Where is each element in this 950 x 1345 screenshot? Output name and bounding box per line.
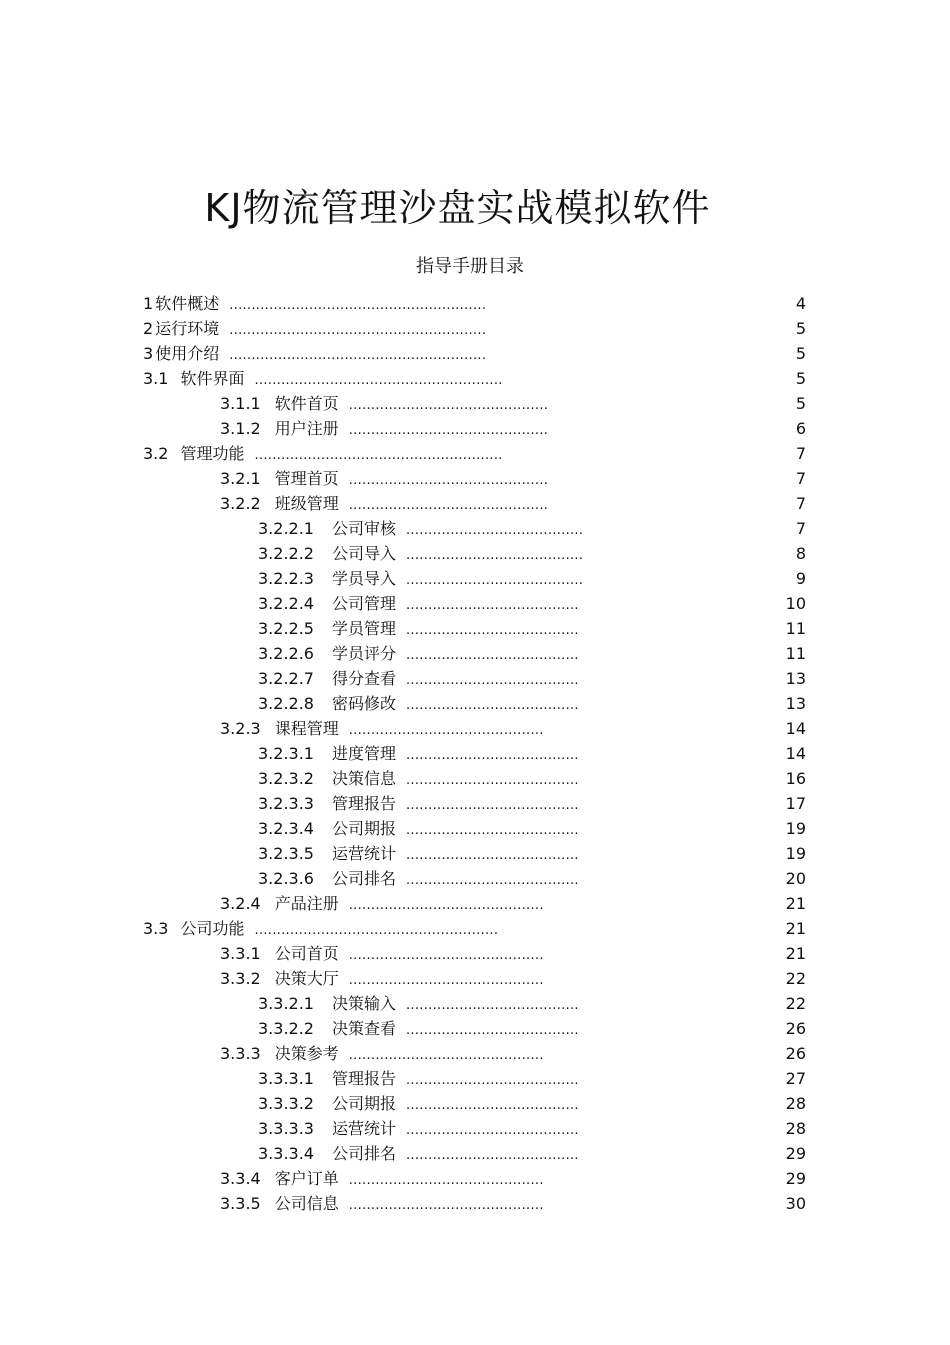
toc-entry-number: 3.2.1 — [220, 469, 261, 488]
toc-entry-leader: ....................................... — [406, 1148, 579, 1163]
toc-entry-leader: ....................................... — [406, 673, 579, 688]
toc-entry-leader: .......................................................... — [229, 323, 487, 338]
toc-entry-leader: ............................................ — [348, 898, 544, 913]
toc-entry-heading — [143, 441, 503, 468]
toc-entry-page-number: 28 — [785, 1094, 806, 1113]
toc-entry-label: 软件概述 — [155, 294, 220, 313]
toc-entry-heading — [258, 741, 579, 768]
toc-entry-number: 3.2.3.1 — [258, 744, 314, 763]
toc-entry-number: 3.2.2.1 — [258, 519, 314, 538]
toc-entry-number: 3.2.4 — [220, 894, 261, 913]
toc-entry-page-number: 14 — [785, 744, 806, 763]
toc-entry-label: 运营统计 — [331, 1119, 396, 1138]
toc-entry-heading — [143, 341, 486, 368]
toc-entry-page-number: 17 — [785, 794, 806, 813]
toc-entry-leader: ....................................... — [406, 1023, 579, 1038]
toc-entry-number: 1 — [143, 294, 154, 313]
toc-entry[interactable] — [0, 1191, 950, 1216]
toc-entry[interactable] — [0, 1016, 950, 1041]
toc-entry[interactable] — [0, 841, 950, 866]
toc-entry-heading — [258, 1116, 579, 1143]
toc-entry-leader: ....................................... — [406, 798, 579, 813]
toc-entry-label: 公司导入 — [331, 544, 396, 563]
toc-entry[interactable] — [0, 341, 950, 366]
toc-entry-leader: ............................................ — [348, 723, 544, 738]
toc-entry[interactable] — [0, 616, 950, 641]
toc-entry-number: 3.2.3.2 — [258, 769, 314, 788]
toc-entry-label: 软件首页 — [274, 394, 339, 413]
toc-entry-label: 管理报告 — [331, 1069, 396, 1088]
toc-entry-heading — [220, 941, 544, 968]
toc-entry-page-number: 11 — [785, 619, 806, 638]
toc-entry-leader: ....................................................... — [254, 923, 499, 938]
toc-entry-page-number: 30 — [785, 1194, 806, 1213]
toc-entry-number: 3.3.3.3 — [258, 1119, 314, 1138]
document-title: KJ物流管理沙盘实战模拟软件 — [204, 186, 711, 230]
toc-entry-leader: ....................................... — [406, 873, 579, 888]
toc-entry-heading — [220, 416, 548, 443]
toc-entry-heading — [258, 541, 583, 568]
toc-entry-label: 公司期报 — [331, 1094, 396, 1113]
toc-entry[interactable] — [0, 766, 950, 791]
toc-entry[interactable] — [0, 466, 950, 491]
toc-entry-page-number: 13 — [785, 669, 806, 688]
toc-entry-leader: ....................................... — [406, 598, 579, 613]
toc-entry-page-number: 5 — [795, 319, 806, 338]
toc-entry-heading — [220, 1166, 544, 1193]
toc-entry[interactable] — [0, 791, 950, 816]
toc-entry-label: 课程管理 — [274, 719, 339, 738]
toc-entry-label: 管理报告 — [331, 794, 396, 813]
toc-entry-heading — [220, 891, 544, 918]
toc-entry-label: 决策输入 — [331, 994, 396, 1013]
toc-entry-heading — [258, 766, 579, 793]
toc-entry-heading — [258, 691, 579, 718]
toc-entry[interactable] — [0, 666, 950, 691]
toc-entry-label: 公司信息 — [274, 1194, 339, 1213]
toc-entry-heading — [143, 291, 486, 318]
toc-entry[interactable] — [0, 866, 950, 891]
toc-entry-leader: ....................................... — [406, 698, 579, 713]
toc-entry-page-number: 28 — [785, 1119, 806, 1138]
toc-entry-page-number: 26 — [785, 1044, 806, 1063]
toc-entry-number: 3.2.3 — [220, 719, 261, 738]
toc-entry-leader: ............................................ — [348, 973, 544, 988]
toc-entry-label: 公司首页 — [274, 944, 339, 963]
toc-entry-number: 3.3.3.2 — [258, 1094, 314, 1113]
toc-entry[interactable] — [0, 1166, 950, 1191]
toc-entry-page-number: 13 — [785, 694, 806, 713]
toc-entry-number: 3.2.2.2 — [258, 544, 314, 563]
toc-entry[interactable] — [0, 366, 950, 391]
toc-entry-leader: ............................................. — [348, 473, 549, 488]
toc-entry-leader: ....................................... — [406, 648, 579, 663]
toc-entry-leader: ............................................ — [348, 948, 544, 963]
toc-entry-leader: ....................................... — [406, 823, 579, 838]
toc-entry-number: 2 — [143, 319, 154, 338]
toc-entry-page-number: 4 — [795, 294, 806, 313]
toc-entry-leader: ....................................... — [406, 1073, 579, 1088]
toc-entry-page-number: 5 — [795, 394, 806, 413]
toc-entry-number: 3.2.2.3 — [258, 569, 314, 588]
toc-entry-page-number: 11 — [785, 644, 806, 663]
toc-entry[interactable] — [0, 716, 950, 741]
toc-entry-heading — [258, 991, 579, 1018]
toc-entry[interactable] — [0, 691, 950, 716]
toc-entry[interactable] — [0, 816, 950, 841]
toc-entry-page-number: 10 — [785, 594, 806, 613]
toc-entry-page-number: 19 — [785, 844, 806, 863]
toc-entry-page-number: 14 — [785, 719, 806, 738]
toc-entry[interactable] — [0, 1091, 950, 1116]
toc-entry[interactable] — [0, 941, 950, 966]
toc-entry-page-number: 16 — [785, 769, 806, 788]
toc-entry-page-number: 29 — [785, 1169, 806, 1188]
toc-entry[interactable] — [0, 1041, 950, 1066]
toc-entry-number: 3.3.2.2 — [258, 1019, 314, 1038]
toc-entry[interactable] — [0, 741, 950, 766]
toc-entry-page-number: 7 — [795, 519, 806, 538]
toc-entry[interactable] — [0, 441, 950, 466]
toc-entry-number: 3.3.1 — [220, 944, 261, 963]
toc-entry-label: 学员管理 — [331, 619, 396, 638]
toc-entry[interactable] — [0, 591, 950, 616]
toc-entry-heading — [258, 566, 583, 593]
toc-entry-label: 使用介绍 — [155, 344, 220, 363]
toc-entry-heading — [258, 791, 579, 818]
toc-entry-label: 产品注册 — [274, 894, 339, 913]
toc-entry-number: 3.2.3.4 — [258, 819, 314, 838]
toc-entry-leader: ....................................... — [406, 1123, 579, 1138]
table-of-contents — [0, 291, 950, 1216]
toc-entry-page-number: 7 — [795, 444, 806, 463]
toc-entry[interactable] — [0, 1066, 950, 1091]
toc-entry-label: 决策参考 — [274, 1044, 339, 1063]
toc-entry-leader: ........................................................ — [254, 373, 503, 388]
toc-entry-leader: ....................................... — [406, 848, 579, 863]
toc-entry-page-number: 20 — [785, 869, 806, 888]
toc-entry[interactable] — [0, 516, 950, 541]
toc-entry-label: 客户订单 — [274, 1169, 339, 1188]
toc-entry-label: 班级管理 — [274, 494, 339, 513]
toc-entry-page-number: 19 — [785, 819, 806, 838]
toc-entry-label: 软件界面 — [180, 369, 245, 388]
toc-entry-number: 3.2 — [143, 444, 169, 463]
toc-entry-number: 3.2.2.5 — [258, 619, 314, 638]
toc-entry-number: 3.3.5 — [220, 1194, 261, 1213]
toc-entry-leader: ....................................... — [406, 998, 579, 1013]
toc-entry-label: 运行环境 — [155, 319, 220, 338]
toc-entry-heading — [258, 616, 579, 643]
toc-entry-page-number: 5 — [795, 344, 806, 363]
toc-entry-label: 运营统计 — [331, 844, 396, 863]
toc-entry-label: 公司功能 — [180, 919, 245, 938]
toc-entry-page-number: 21 — [785, 944, 806, 963]
toc-entry-leader: .......................................................... — [229, 298, 487, 313]
toc-heading: 指导手册目录 — [416, 256, 524, 277]
toc-entry-heading — [220, 716, 544, 743]
toc-entry-heading — [258, 1091, 579, 1118]
toc-entry-label: 密码修改 — [331, 694, 396, 713]
toc-entry[interactable] — [0, 966, 950, 991]
toc-entry-heading — [258, 666, 579, 693]
toc-entry-number: 3.3.4 — [220, 1169, 261, 1188]
toc-entry-number: 3.3 — [143, 919, 169, 938]
toc-entry-label: 得分查看 — [331, 669, 396, 688]
toc-entry-number: 3.3.3.1 — [258, 1069, 314, 1088]
toc-entry-label: 学员导入 — [331, 569, 396, 588]
toc-entry-label: 学员评分 — [331, 644, 396, 663]
toc-entry-label: 公司期报 — [331, 819, 396, 838]
toc-entry[interactable] — [0, 541, 950, 566]
toc-entry-heading — [220, 391, 548, 418]
toc-entry-label: 公司排名 — [331, 869, 396, 888]
toc-entry-label: 用户注册 — [274, 419, 339, 438]
toc-entry-heading — [258, 816, 579, 843]
toc-entry-heading — [258, 1141, 579, 1168]
toc-entry-label: 公司排名 — [331, 1144, 396, 1163]
toc-entry-leader: ............................................ — [348, 1173, 544, 1188]
toc-entry-number: 3.2.2 — [220, 494, 261, 513]
toc-entry-leader: .......................................................... — [229, 348, 487, 363]
toc-entry[interactable] — [0, 566, 950, 591]
toc-entry[interactable] — [0, 1141, 950, 1166]
toc-entry-page-number: 7 — [795, 494, 806, 513]
toc-entry-leader: ............................................. — [348, 398, 549, 413]
toc-entry-leader: ....................................... — [406, 773, 579, 788]
toc-entry-page-number: 29 — [785, 1144, 806, 1163]
toc-entry-page-number: 27 — [785, 1069, 806, 1088]
toc-entry-label: 管理功能 — [180, 444, 245, 463]
toc-entry-number: 3 — [143, 344, 154, 363]
toc-entry-page-number: 8 — [795, 544, 806, 563]
toc-entry-heading — [258, 866, 579, 893]
toc-entry-number: 3.3.2.1 — [258, 994, 314, 1013]
toc-entry-leader: ............................................. — [348, 498, 549, 513]
toc-entry-heading — [220, 1041, 544, 1068]
toc-entry[interactable] — [0, 891, 950, 916]
toc-entry-label: 管理首页 — [274, 469, 339, 488]
toc-entry[interactable] — [0, 316, 950, 341]
toc-entry-page-number: 22 — [785, 969, 806, 988]
toc-entry-heading — [258, 1016, 579, 1043]
toc-entry-number: 3.2.3.3 — [258, 794, 314, 813]
toc-entry-leader: ........................................ — [406, 573, 584, 588]
toc-entry-label: 决策查看 — [331, 1019, 396, 1038]
toc-entry-leader: ....................................... — [406, 748, 579, 763]
toc-entry-label: 决策信息 — [331, 769, 396, 788]
toc-entry[interactable] — [0, 416, 950, 441]
toc-entry[interactable] — [0, 991, 950, 1016]
toc-entry-heading — [258, 841, 579, 868]
toc-entry-number: 3.2.3.5 — [258, 844, 314, 863]
toc-entry-label: 进度管理 — [331, 744, 396, 763]
toc-entry-leader: ............................................ — [348, 1198, 544, 1213]
toc-entry-number: 3.1 — [143, 369, 169, 388]
toc-entry-heading — [220, 966, 544, 993]
toc-entry[interactable] — [0, 391, 950, 416]
toc-entry-heading — [258, 1066, 579, 1093]
toc-entry-page-number: 9 — [795, 569, 806, 588]
toc-entry-page-number: 6 — [795, 419, 806, 438]
toc-entry-heading — [220, 491, 548, 518]
toc-entry-page-number: 7 — [795, 469, 806, 488]
toc-entry[interactable] — [0, 916, 950, 941]
toc-entry[interactable] — [0, 291, 950, 316]
toc-entry-leader: ............................................. — [348, 423, 549, 438]
toc-entry-label: 公司管理 — [331, 594, 396, 613]
toc-entry-heading — [220, 1191, 544, 1218]
toc-entry-number: 3.3.2 — [220, 969, 261, 988]
toc-entry-leader: ........................................ — [406, 548, 584, 563]
toc-entry-leader: ....................................... — [406, 623, 579, 638]
toc-entry[interactable] — [0, 1116, 950, 1141]
toc-entry-heading — [143, 366, 503, 393]
toc-entry-number: 3.2.2.6 — [258, 644, 314, 663]
toc-entry-heading — [258, 516, 583, 543]
toc-entry-number: 3.2.2.8 — [258, 694, 314, 713]
toc-entry-heading — [143, 916, 498, 943]
toc-entry-leader: ....................................... — [406, 1098, 579, 1113]
toc-entry-label: 决策大厅 — [274, 969, 339, 988]
toc-entry-page-number: 21 — [785, 919, 806, 938]
toc-entry-number: 3.3.3.4 — [258, 1144, 314, 1163]
toc-entry-leader: ........................................ — [406, 523, 584, 538]
toc-entry[interactable] — [0, 491, 950, 516]
toc-entry-label: 公司审核 — [331, 519, 396, 538]
toc-entry-heading — [258, 591, 579, 618]
toc-entry[interactable] — [0, 641, 950, 666]
toc-entry-page-number: 21 — [785, 894, 806, 913]
toc-entry-number: 3.2.2.4 — [258, 594, 314, 613]
toc-entry-leader: ............................................ — [348, 1048, 544, 1063]
toc-entry-leader: ........................................................ — [254, 448, 503, 463]
toc-entry-page-number: 22 — [785, 994, 806, 1013]
toc-entry-number: 3.1.1 — [220, 394, 261, 413]
toc-entry-heading — [143, 316, 486, 343]
toc-entry-number: 3.2.2.7 — [258, 669, 314, 688]
toc-entry-heading — [258, 641, 579, 668]
toc-entry-page-number: 5 — [795, 369, 806, 388]
toc-entry-number: 3.2.3.6 — [258, 869, 314, 888]
toc-entry-page-number: 26 — [785, 1019, 806, 1038]
toc-entry-number: 3.1.2 — [220, 419, 261, 438]
toc-entry-heading — [220, 466, 548, 493]
toc-entry-number: 3.3.3 — [220, 1044, 261, 1063]
